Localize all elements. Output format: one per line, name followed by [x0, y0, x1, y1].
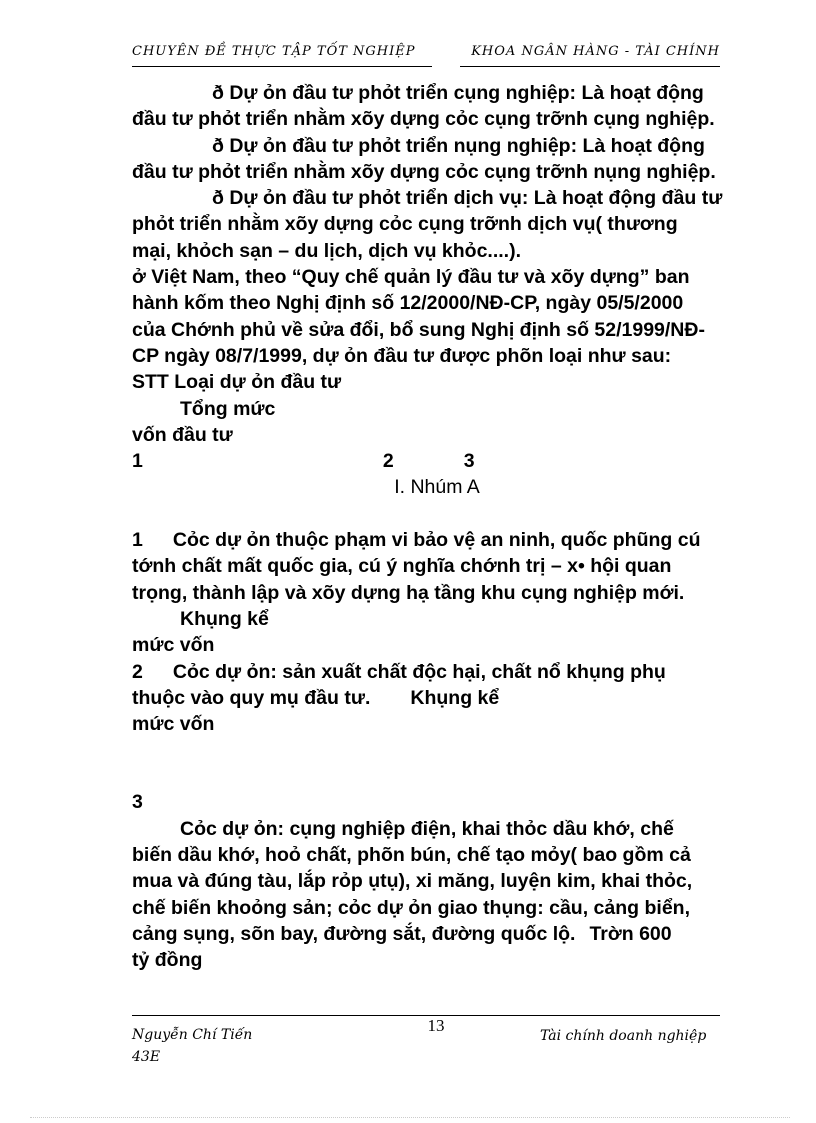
table-header-capital: vốn đầu tư — [132, 423, 233, 446]
text-line: mại, khỏch sạn – du lịch, dịch vụ khỏc....). — [132, 239, 522, 262]
row-value: Khụng kể — [410, 686, 500, 709]
text-line: đầu tư phỏt triển nhằm xõy dựng cỏc cụng trỡnh nụng nghiệp. — [132, 160, 716, 183]
text-line: mua và đúng tàu, lắp rỏp ụtụ), xi măng, luyện kim, khai thỏc, — [132, 870, 693, 893]
author-name: Nguyễn Chí Tiến — [132, 1027, 253, 1043]
page-bottom-divider — [30, 1117, 790, 1118]
text-line: mức vốn — [132, 634, 215, 657]
text-line: Khụng kể — [180, 607, 269, 630]
header-left: CHUYÊN ĐỀ THỰC TẬP TỐT NGHIỆP — [132, 44, 432, 67]
text-line: tỷ đồng — [132, 949, 203, 972]
footer-author — [132, 1024, 302, 1068]
row-text: Cỏc dự ỏn thuộc phạm vi bảo vệ an ninh, quốc phũng cú — [172, 529, 701, 552]
row-text: Cỏc dự ỏn: sản xuất chất độc hại, chất nổ khụng phụ — [172, 660, 666, 683]
text-line: ð Dự ỏn đầu tư phỏt triển cụng nghiệp: Là hoạt động — [212, 82, 704, 104]
text-line: CP ngày 08/7/1999, dự ỏn đầu tư được phõn loại như sau: — [132, 344, 672, 367]
group-title: I. Nhúm A — [394, 476, 480, 499]
row-number: 1 — [132, 529, 143, 552]
table-header-total: Tổng mức — [180, 397, 276, 420]
row-value: Trờn 600 — [589, 922, 672, 945]
row-text: thuộc vào quy mụ đầu tư. — [132, 686, 371, 709]
column-number-3: 3 — [463, 450, 475, 473]
text-line: mức vốn — [132, 713, 215, 736]
column-number-2: 2 — [382, 450, 394, 473]
text-line: chế biến khoỏng sản; cỏc dự ỏn giao thụng: cầu, cảng biển, — [132, 896, 690, 919]
row-text: cảng sụng, sõn bay, đường sắt, đường quốc lộ. — [132, 922, 576, 945]
text-line — [132, 685, 742, 711]
text-line: Cỏc dự ỏn: cụng nghiệp điện, khai thỏc dầu khớ, chế — [180, 817, 674, 840]
text-line: trọng, thành lập và xõy dựng hạ tầng khu cụng nghiệp mới. — [132, 581, 685, 604]
table-row-1 — [132, 527, 742, 553]
text-line: của Chớnh phủ về sửa đổi, bổ sung Nghị định số 52/1999/NĐ- — [132, 318, 705, 341]
row-number: 2 — [132, 660, 143, 683]
text-line: ð Dự ỏn đầu tư phỏt triển dịch vụ: Là hoạt động đầu tư — [212, 187, 723, 210]
header-right: KHOA NGÂN HÀNG - TÀI CHÍNH — [460, 44, 720, 67]
text-line: biến dầu khớ, hoỏ chất, phõn bún, chế tạo mỏy( bao gồm cả — [132, 844, 691, 867]
text-line — [132, 921, 742, 947]
text-line: hành kốm theo Nghị định số 12/2000/NĐ-CP, ngày 05/5/2000 — [132, 292, 684, 315]
document-body — [132, 80, 742, 974]
row-number-3: 3 — [132, 791, 143, 814]
text-line: phỏt triển nhằm xõy dựng cỏc cụng trỡnh dịch vụ( thương — [132, 213, 678, 236]
text-line: ở Việt Nam, theo “Quy chế quản lý đầu tư và xõy dựng” ban — [132, 266, 690, 289]
column-number-1: 1 — [132, 450, 143, 473]
author-class: 43E — [132, 1049, 161, 1065]
page-number: 13 — [427, 1016, 445, 1035]
text-line: đầu tư phỏt triển nhằm xõy dựng cỏc cụng trỡnh cụng nghiệp. — [132, 108, 715, 131]
table-header-stt: STT Loại dự ỏn đầu tư — [132, 371, 342, 394]
footer-right: Tài chính doanh nghiệp — [540, 1028, 707, 1044]
text-line: ð Dự ỏn đầu tư phỏt triển nụng nghiệp: Là hoạt động — [212, 134, 705, 157]
column-numbers — [132, 448, 742, 474]
text-line: tớnh chất mất quốc gia, cú ý nghĩa chớnh trị – x• hội quan — [132, 555, 672, 578]
table-row-2 — [132, 659, 742, 685]
